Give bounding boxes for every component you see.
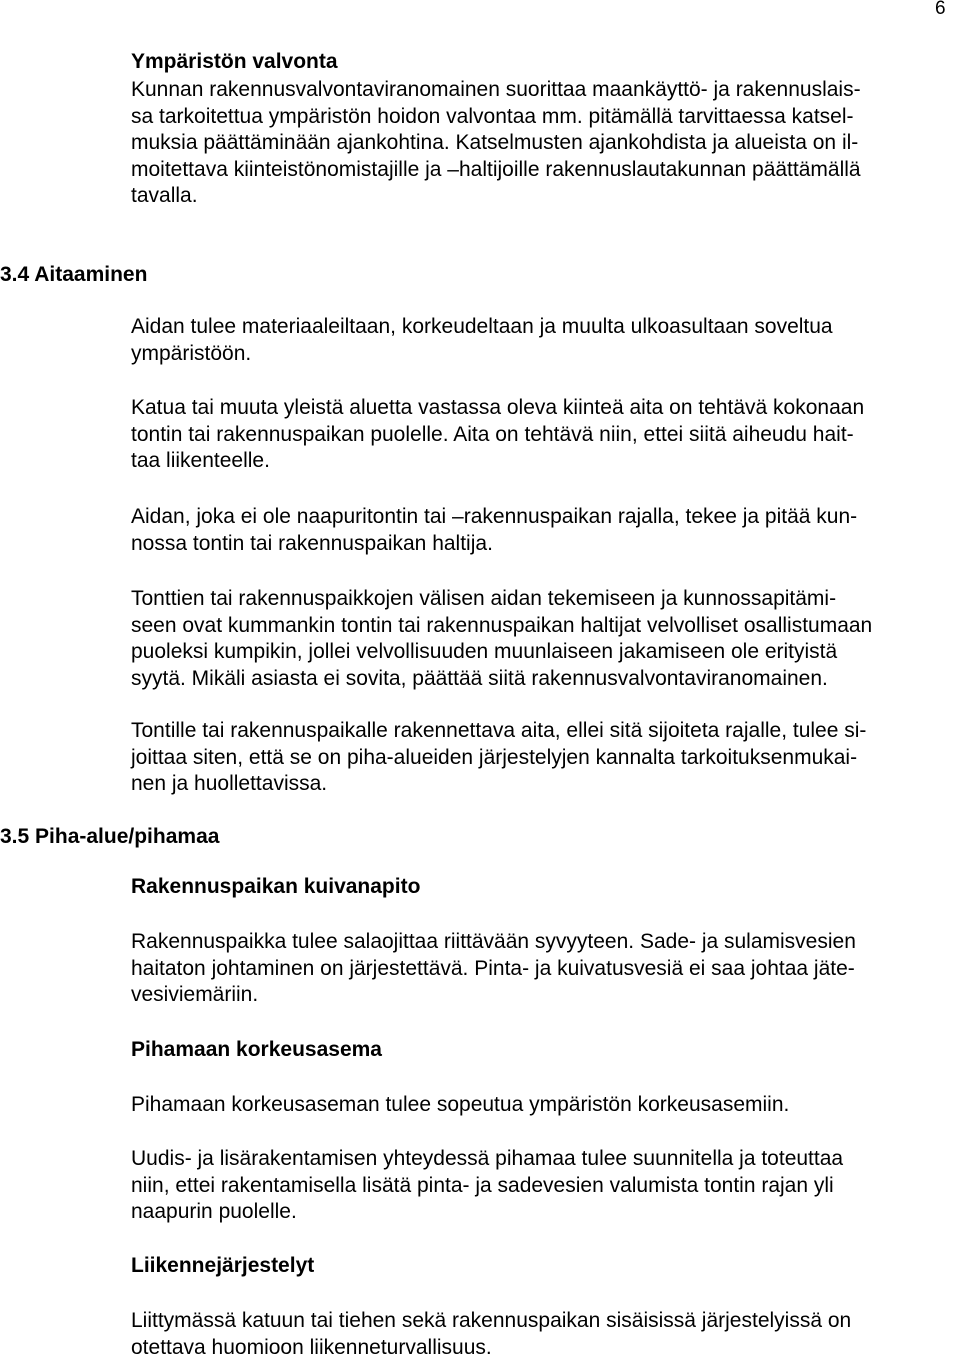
text-line: niin, ettei rakentamisella lisätä pinta- ja sadevesien valumista tontin rajan yli: [131, 1173, 834, 1197]
drainage-paragraph: [131, 929, 856, 1009]
environment-heading: Ympäristön valvonta: [131, 50, 338, 73]
text-line: Liittymässä katuun tai tiehen sekä rakennuspaikan sisäisissä järjestelyissä on: [131, 1309, 852, 1332]
text-line: moitettava kiinteistönomistajille ja –haltijoille rakennuslautakunnan päättämällä: [131, 157, 861, 181]
text-line: Kunnan rakennusvalvontaviranomainen suorittaa maankäyttö- ja rakennuslais-: [131, 78, 861, 101]
section-heading-fencing: 3.4 Aitaaminen: [0, 263, 148, 286]
fencing-paragraph: [131, 586, 872, 692]
fencing-paragraph: [131, 718, 866, 798]
fencing-paragraph: [131, 395, 864, 475]
text-line: naapurin puolelle.: [131, 1200, 297, 1224]
text-line: Pihamaan korkeusaseman tulee sopeutua ympäristön korkeusasemiin.: [131, 1093, 790, 1116]
text-line: joittaa siten, että se on piha-alueiden järjestelyjen kannalta tarkoituksenmukai-: [131, 745, 858, 769]
text-line: otettava huomioon liikenneturvallisuus.: [131, 1335, 492, 1359]
text-line: Katua tai muuta yleistä aluetta vastassa oleva kiinteä aita on tehtävä kokonaan: [131, 396, 865, 419]
text-line: syytä. Mikäli asiasta ei sovita, päättää siitä rakennusvalvontaviranomainen.: [131, 666, 828, 690]
text-line: taa liikenteelle.: [131, 449, 270, 473]
text-line: muksia päättäminään ajankohtina. Katselmusten ajankohdista ja alueista on il-: [131, 131, 859, 155]
section-heading-yard: 3.5 Piha-alue/pihamaa: [0, 825, 220, 848]
text-line: Aidan, joka ei ole naapuritontin tai –rakennuspaikan rajalla, tekee ja pitää kun-: [131, 505, 858, 528]
text-line: seen ovat kummankin tontin tai rakennuspaikan haltijat velvolliset osallistumaan: [131, 613, 873, 637]
text-line: ympäristöön.: [131, 341, 252, 365]
text-line: tavalla.: [131, 184, 198, 208]
text-line: nen ja huollettavissa.: [131, 772, 328, 796]
text-line: tontin tai rakennuspaikan puolelle. Aita on tehtävä niin, ettei siitä aiheudu hait-: [131, 422, 854, 446]
page-number: 6: [935, 0, 946, 19]
text-line: Uudis- ja lisärakentamisen yhteydessä pihamaa tulee suunnitella ja toteuttaa: [131, 1147, 844, 1170]
text-line: puoleksi kumpikin, jollei velvollisuuden muunlaiseen jakamiseen ole erityistä: [131, 640, 838, 664]
text-line: vesiviemäriin.: [131, 983, 259, 1007]
text-line: Tonttien tai rakennuspaikkojen välisen aidan tekemiseen ja kunnossapitämi-: [131, 587, 837, 610]
text-line: Rakennuspaikka tulee salaojittaa riittävään syvyyteen. Sade- ja sulamisvesien: [131, 930, 856, 953]
fencing-paragraph: [131, 314, 833, 367]
text-line: sa tarkoitettua ympäristön hoidon valvontaa mm. pitämällä tarvittaessa katsel-: [131, 104, 854, 128]
text-line: Aidan tulee materiaaleiltaan, korkeudeltaan ja muulta ulkoasultaan soveltua: [131, 315, 833, 338]
drainage-heading: Rakennuspaikan kuivanapito: [131, 875, 421, 898]
text-line: haitaton johtaminen on järjestettävä. Pinta- ja kuivatusvesiä ei saa johtaa jäte-: [131, 956, 855, 980]
traffic-heading: Liikennejärjestelyt: [131, 1254, 315, 1277]
height-paragraph: [131, 1146, 843, 1226]
environment-paragraph: [131, 77, 861, 210]
height-heading: Pihamaan korkeusasema: [131, 1038, 382, 1061]
traffic-paragraph: [131, 1308, 851, 1361]
fencing-paragraph: [131, 504, 857, 557]
text-line: Tontille tai rakennuspaikalle rakennettava aita, ellei sitä sijoiteta rajalle, tulee si-: [131, 719, 867, 742]
text-line: nossa tontin tai rakennuspaikan haltija.: [131, 531, 493, 555]
height-paragraph: [131, 1092, 789, 1119]
